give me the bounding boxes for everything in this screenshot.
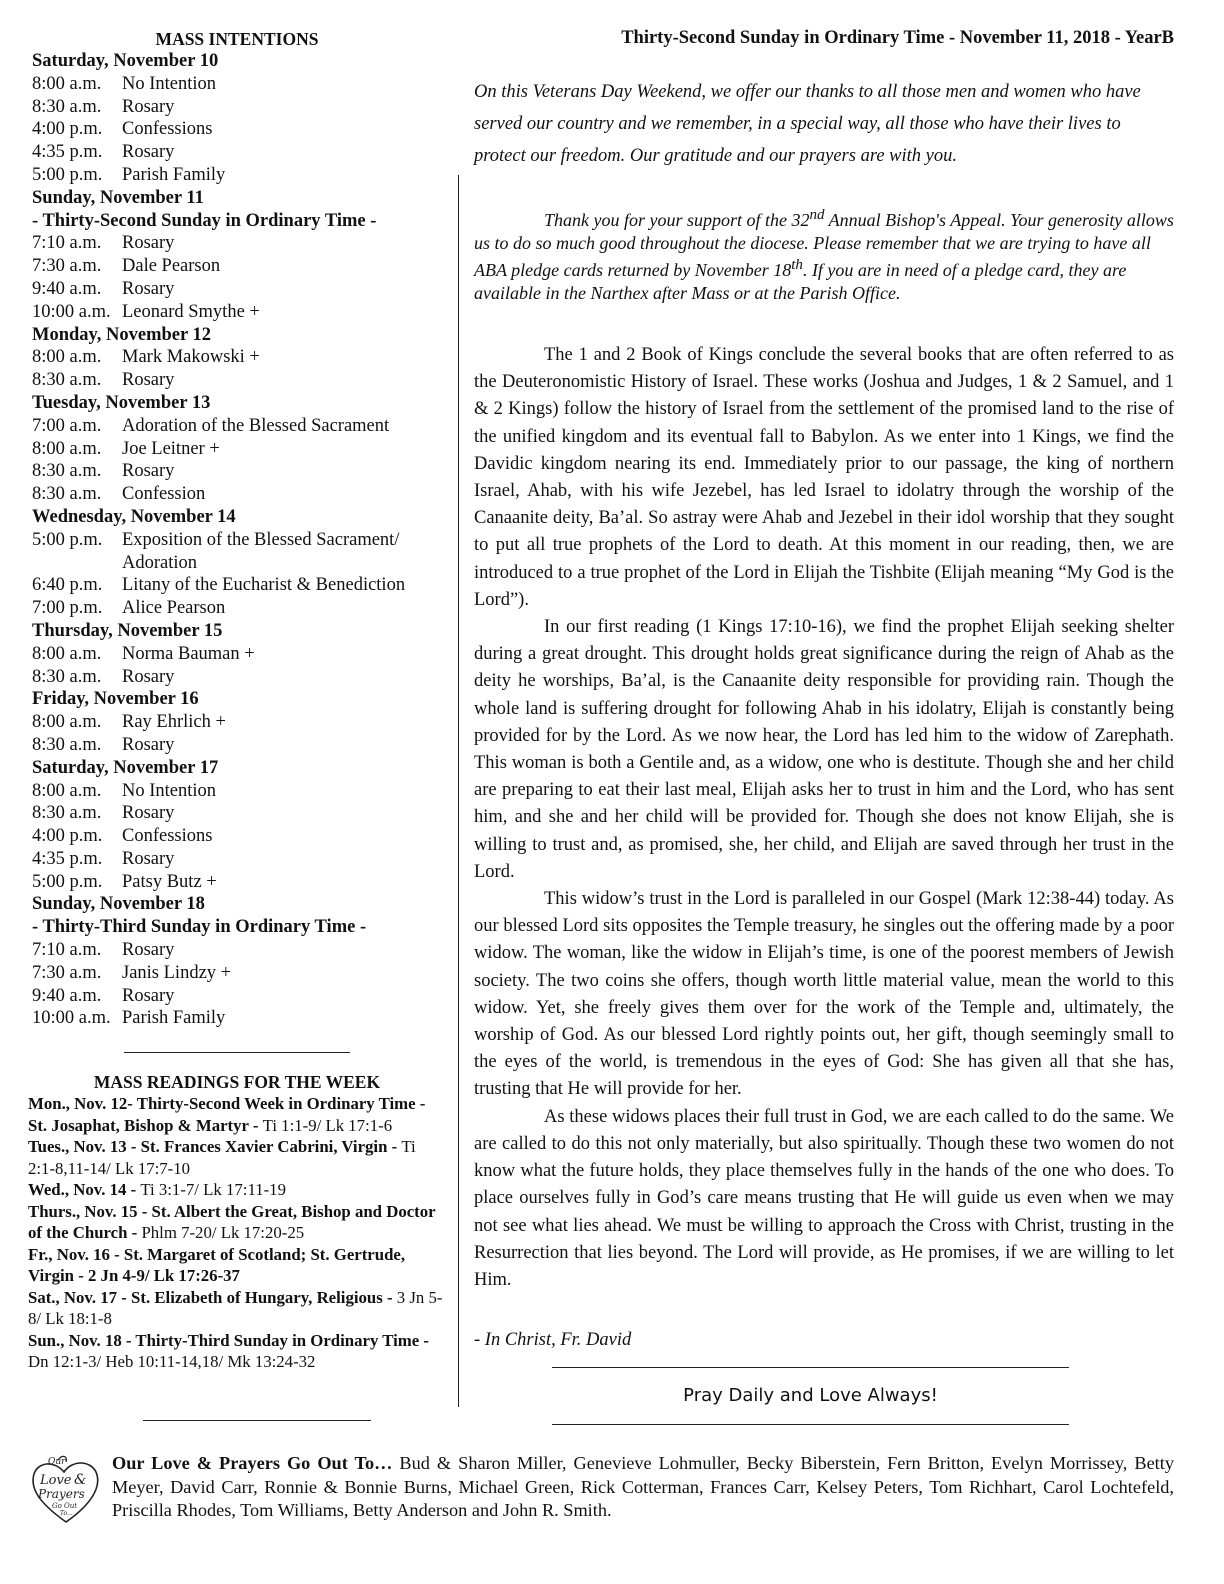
mass-entry	[28, 574, 446, 597]
mass-readings-heading: MASS READINGS FOR THE WEEK	[93, 1072, 381, 1093]
day-heading: Monday, November 12	[32, 324, 212, 345]
mass-entry	[28, 96, 446, 119]
mass-entry	[28, 255, 446, 278]
mass-intention: Litany of the Eucharist & Benediction	[122, 575, 406, 596]
mass-intention: Rosary	[122, 848, 175, 869]
mass-time: 8:30 a.m.	[32, 803, 102, 824]
mass-intention: Exposition of the Blessed Sacrament/ Adoration	[122, 529, 400, 573]
mass-time: 9:40 a.m.	[32, 985, 102, 1006]
mass-entry	[28, 483, 446, 506]
mass-entry	[28, 164, 446, 187]
mass-intention: Dale Pearson	[122, 256, 221, 277]
mass-time: 4:35 p.m.	[32, 848, 103, 869]
mass-intention: Patsy Butz +	[122, 871, 217, 892]
mass-intention: Rosary	[122, 734, 175, 755]
mass-time: 7:10 a.m.	[32, 940, 102, 961]
mass-entry	[28, 73, 446, 96]
mass-time: 6:40 p.m.	[32, 575, 103, 596]
mass-intention: No Intention	[122, 780, 217, 801]
reading-citation: Ti 3:1-7/ Lk 17:11-19	[140, 1180, 286, 1200]
mass-entry	[28, 802, 446, 825]
mass-time: 7:30 a.m.	[32, 962, 102, 983]
mass-intention: Confessions	[122, 119, 213, 140]
bishops-appeal-message	[474, 204, 1174, 304]
mass-entry	[28, 780, 446, 803]
day-heading: Thursday, November 15	[32, 620, 223, 641]
day-heading: Sunday, November 18	[32, 894, 205, 915]
mass-entry	[28, 939, 446, 962]
reading-citation: Ti 1:1-9/ Lk 17:1-6	[262, 1115, 393, 1135]
reading-citation: 3 Jn 5-8/ Lk 18:1-8	[28, 1287, 443, 1329]
mass-entry	[28, 438, 446, 461]
svg-text:&: &	[74, 1472, 87, 1488]
day-heading: Wednesday, November 14	[32, 506, 236, 527]
mass-time: 8:30 a.m.	[32, 734, 102, 755]
mass-time: 10:00 a.m.	[32, 301, 111, 322]
mass-time: 7:00 a.m.	[32, 415, 102, 436]
sunday-label: - Thirty-Third Sunday in Ordinary Time -	[32, 917, 367, 938]
abp-superscript: th	[791, 257, 803, 274]
mass-entry	[28, 118, 446, 141]
svg-text:Our: Our	[48, 1457, 66, 1467]
mass-entry	[28, 141, 446, 164]
prayer-list	[112, 1452, 1174, 1523]
reading-day: Tues., Nov. 13 - St. Frances Xavier Cabrini, Virgin -	[28, 1137, 402, 1157]
mass-intention: Rosary	[122, 233, 175, 254]
mass-time: 8:00 a.m.	[32, 712, 102, 733]
mass-entry	[28, 962, 446, 985]
reflection-paragraph: The 1 and 2 Book of Kings conclude the several books that are often referred to as the Deuteronomistic History of Israel. These works (Joshua and Judges, 1 & 2 Samuel, and 1 & 2 Kings) follow the history of Israel from the settlement of the promised land to the rise of the unified kingdom and its eventual fall to Babylon. As we enter into 1 Kings, we find the Davidic kingdom nearing its end. Immediately prior to our passage, the king of northern Israel, Ahab, with his wife Jezebel, has led Israel to idolatry through the worship of the Canaanite deity, Ba’al. So astray were Ahab and Jezebel in their idol worship that they sought to put all true prophets of the Lord to death. At this moment in our reading, then, we are introduced to a true prophet of the Lord in Elijah the Tishbite (Elijah meaning “My God is the Lord”).	[474, 345, 1174, 610]
signature: - In Christ, Fr. David	[474, 1330, 632, 1350]
abp-superscript: nd	[809, 207, 825, 223]
mass-time: 5:00 p.m.	[32, 529, 103, 550]
mass-entry	[28, 278, 446, 301]
mass-time: 4:35 p.m.	[32, 142, 103, 163]
reading-item	[28, 1287, 446, 1330]
mass-intention: Rosary	[122, 461, 175, 482]
mass-entry	[28, 597, 446, 620]
mass-entry	[28, 643, 446, 666]
mass-entry	[28, 415, 446, 438]
mass-intentions-list	[28, 50, 446, 1030]
reading-item	[28, 1201, 446, 1244]
reading-item	[28, 1136, 446, 1179]
mass-intention: Rosary	[122, 985, 175, 1006]
mass-time: 7:00 p.m.	[32, 598, 103, 619]
mass-time: 8:00 a.m.	[32, 643, 102, 664]
mass-entry	[28, 460, 446, 483]
column-divider	[458, 175, 459, 1407]
mass-time: 10:00 a.m.	[32, 1008, 111, 1029]
mass-entry	[28, 346, 446, 369]
mass-intention: Confessions	[122, 826, 213, 847]
day-heading: Friday, November 16	[32, 689, 199, 710]
reading-day: Wed., Nov. 14 -	[28, 1180, 141, 1200]
mass-entry	[28, 529, 446, 575]
mass-entry	[28, 871, 446, 894]
reading-item	[28, 1179, 446, 1201]
mass-time: 8:00 a.m.	[32, 780, 102, 801]
motto: Pray Daily and Love Always!	[683, 1385, 938, 1406]
mass-time: 8:00 a.m.	[32, 438, 102, 459]
mass-intention: Rosary	[122, 370, 175, 391]
mass-time: 5:00 p.m.	[32, 164, 103, 185]
mass-time: 8:30 a.m.	[32, 484, 102, 505]
reading-day: Sat., Nov. 17 - St. Elizabeth of Hungary, Religious -	[28, 1287, 397, 1307]
mass-time: 4:00 p.m.	[32, 826, 103, 847]
mass-intention: No Intention	[122, 73, 217, 94]
reading-day: Fr., Nov. 16 - St. Margaret of Scotland; St. Gertrude, Virgin - 2 Jn 4-9/ Lk 17:26-37	[28, 1244, 406, 1286]
mass-entry	[28, 1007, 446, 1030]
mass-intention: Ray Ehrlich +	[122, 712, 226, 733]
mass-intentions-heading: MASS INTENTIONS	[155, 29, 319, 49]
mass-readings-list	[28, 1093, 446, 1373]
day-heading: Sunday, November 11	[32, 187, 204, 208]
mass-entry	[28, 301, 446, 324]
divider	[552, 1424, 1069, 1425]
mass-time: 7:30 a.m.	[32, 256, 102, 277]
mass-entry	[28, 734, 446, 757]
svg-text:To...: To...	[60, 1510, 73, 1517]
reflection-body	[474, 342, 1174, 1294]
mass-entry	[28, 825, 446, 848]
mass-time: 8:30 a.m.	[32, 370, 102, 391]
mass-intention: Rosary	[122, 96, 175, 117]
mass-intention: Mark Makowski +	[122, 347, 260, 368]
reflection-paragraph: This widow’s trust in the Lord is paralleled in our Gospel (Mark 12:38-44) today. As our blessed Lord sits opposites the Temple treasury, he singles out the offering made by a poor widow. The woman, like the widow in Elijah’s time, is one of the poorest members of Jewish society. The two coins she offers, though worth little material value, mean the world to this widow. Yet, she freely gives them over for the work of the Temple and, ultimately, the worship of God. As our blessed Lord rightly points out, her gift, though seemingly small to the eyes of the world, is tremendous in the eyes of God: She has given all that she has, trusting that He will provide for her.	[474, 889, 1174, 1100]
reading-item	[28, 1093, 446, 1136]
abp-text: . If you are in need of a pledge card, they are available in the Narthex after Mass or at the Parish Office.	[474, 260, 1127, 303]
mass-entry	[28, 985, 446, 1008]
love-prayers-heart-logo	[28, 1452, 104, 1528]
mass-intention: Joe Leitner +	[122, 438, 220, 459]
mass-intention: Rosary	[122, 940, 175, 961]
mass-intention: Rosary	[122, 666, 175, 687]
mass-intention: Alice Pearson	[122, 598, 226, 619]
veterans-day-message: On this Veterans Day Weekend, we offer our thanks to all those men and women who have served our country and we remember, in a special way, all those who have their lives to protect our freedom. Our gratitude and our prayers are with you.	[474, 82, 1141, 166]
mass-intention: Norma Bauman +	[122, 643, 255, 664]
mass-intention: Adoration of the Blessed Sacrament	[122, 415, 390, 436]
mass-intention: Rosary	[122, 142, 175, 163]
reading-citation: Phlm 7-20/ Lk 17:20-25	[141, 1223, 305, 1243]
mass-time: 8:00 a.m.	[32, 73, 102, 94]
day-heading: Saturday, November 10	[32, 51, 219, 71]
abp-text: Thank you for your support of the 32	[544, 210, 810, 230]
mass-intention: Janis Lindzy +	[122, 962, 232, 983]
left-column	[28, 28, 446, 1373]
mass-time: 8:30 a.m.	[32, 666, 102, 687]
mass-time: 7:10 a.m.	[32, 233, 102, 254]
reading-item	[28, 1244, 446, 1287]
prayer-list-footer	[28, 1452, 1174, 1532]
reading-day: Mon., Nov. 12- Thirty-Second Week in Ordinary Time - St. Josaphat, Bishop & Martyr -	[28, 1094, 426, 1135]
mass-time: 8:30 a.m.	[32, 461, 102, 482]
day-heading: Saturday, November 17	[32, 757, 219, 778]
prayer-list-names: Bud & Sharon Miller, Genevieve Lohmuller, Becky Biberstein, Fern Britton, Evelyn Morrissey, Betty Meyer, David Carr, Ronnie & Bonnie Burns, Michael Green, Rick Cotterman, Frances Carr, Kelsey Peters, Tom Richhart, Carol Lochtefeld, Priscilla Rhodes, Tom Williams, Betty Anderson and John R. Smith.	[112, 1453, 1174, 1521]
prayer-list-lead: Our Love & Prayers Go Out To…	[112, 1453, 393, 1473]
reading-day: Sun., Nov. 18 - Thirty-Third Sunday in Ordinary Time -	[28, 1330, 429, 1350]
mass-entry	[28, 232, 446, 255]
mass-intention: Confession	[122, 484, 206, 505]
mass-entry	[28, 666, 446, 689]
reflection-paragraph: In our first reading (1 Kings 17:10-16), we find the prophet Elijah seeking shelter during a great drought. This drought holds great significance during the reign of Ahab as the deity he worships, Ba’al, is the Canaanite deity responsible for providing rain. Though the whole land is suffering drought for following Ahab in his idolatry, Elijah is constantly being provided for by the Lord. As we now hear, the Lord has led him to the widow of Zarephath. This woman is both a Gentile and, as a widow, one who is destitute. Though she and her child are preparing to eat their last meal, Elijah asks her to trust in him and the Lord, who has sent him, and she and her child will be provided for. Though she does not know Elijah, she is willing to trust and, as promised, she, her child, and Elijah are saved through her trust in the Lord.	[474, 617, 1174, 882]
mass-entry	[28, 848, 446, 871]
reading-citation: Ti 2:1-8,11-14/ Lk 17:7-10	[28, 1137, 416, 1178]
reflection-paragraph: As these widows places their full trust in God, we are each called to do the same. We are called to do this not only materially, but also spiritually. Though these two women do not know what the future holds, they place themselves fully in the hands of the one who does. To place ourselves fully in God’s care means trusting that He will guide us even when we may not see what lies ahead. We must be willing to approach the Cross with Christ, trusting in the Resurrection that lies beyond. The Lord will provide, as He promises, if we are willing to let Him.	[474, 1106, 1174, 1290]
mass-time: 8:00 a.m.	[32, 347, 102, 368]
sunday-label: - Thirty-Second Sunday in Ordinary Time -	[32, 210, 377, 231]
mass-entry	[28, 369, 446, 392]
reading-citation: Dn 12:1-3/ Heb 10:11-14,18/ Mk 13:24-32	[28, 1352, 316, 1372]
mass-time: 8:30 a.m.	[32, 96, 102, 117]
abp-text: Annual Bishop's Appeal. Your generosity allows us to do so much good throughout the diocese. Please remember that we are trying to have all ABA pledge cards returned by November 18	[474, 210, 1174, 281]
mass-intention: Rosary	[122, 803, 175, 824]
mass-intention: Leonard Smythe +	[122, 301, 260, 322]
reading-day: Thurs., Nov. 15 - St. Albert the Great, Bishop and Doctor of the Church -	[28, 1201, 436, 1243]
svg-text:Go Out: Go Out	[52, 1502, 78, 1510]
reading-item	[28, 1330, 446, 1373]
svg-text:Love: Love	[40, 1473, 72, 1488]
bulletin-title: Thirty-Second Sunday in Ordinary Time - November 11, 2018 - YearB	[621, 28, 1174, 48]
divider	[552, 1367, 1069, 1368]
mass-entry	[28, 711, 446, 734]
mass-intention: Parish Family	[122, 164, 226, 185]
day-heading: Tuesday, November 13	[32, 392, 211, 413]
mass-time: 9:40 a.m.	[32, 278, 102, 299]
mass-time: 5:00 p.m.	[32, 871, 103, 892]
mass-time: 4:00 p.m.	[32, 119, 103, 140]
right-column	[474, 28, 1174, 1428]
mass-intention: Parish Family	[122, 1008, 226, 1029]
mass-intention: Rosary	[122, 278, 175, 299]
divider	[143, 1420, 371, 1421]
svg-text:Prayers: Prayers	[38, 1487, 85, 1501]
